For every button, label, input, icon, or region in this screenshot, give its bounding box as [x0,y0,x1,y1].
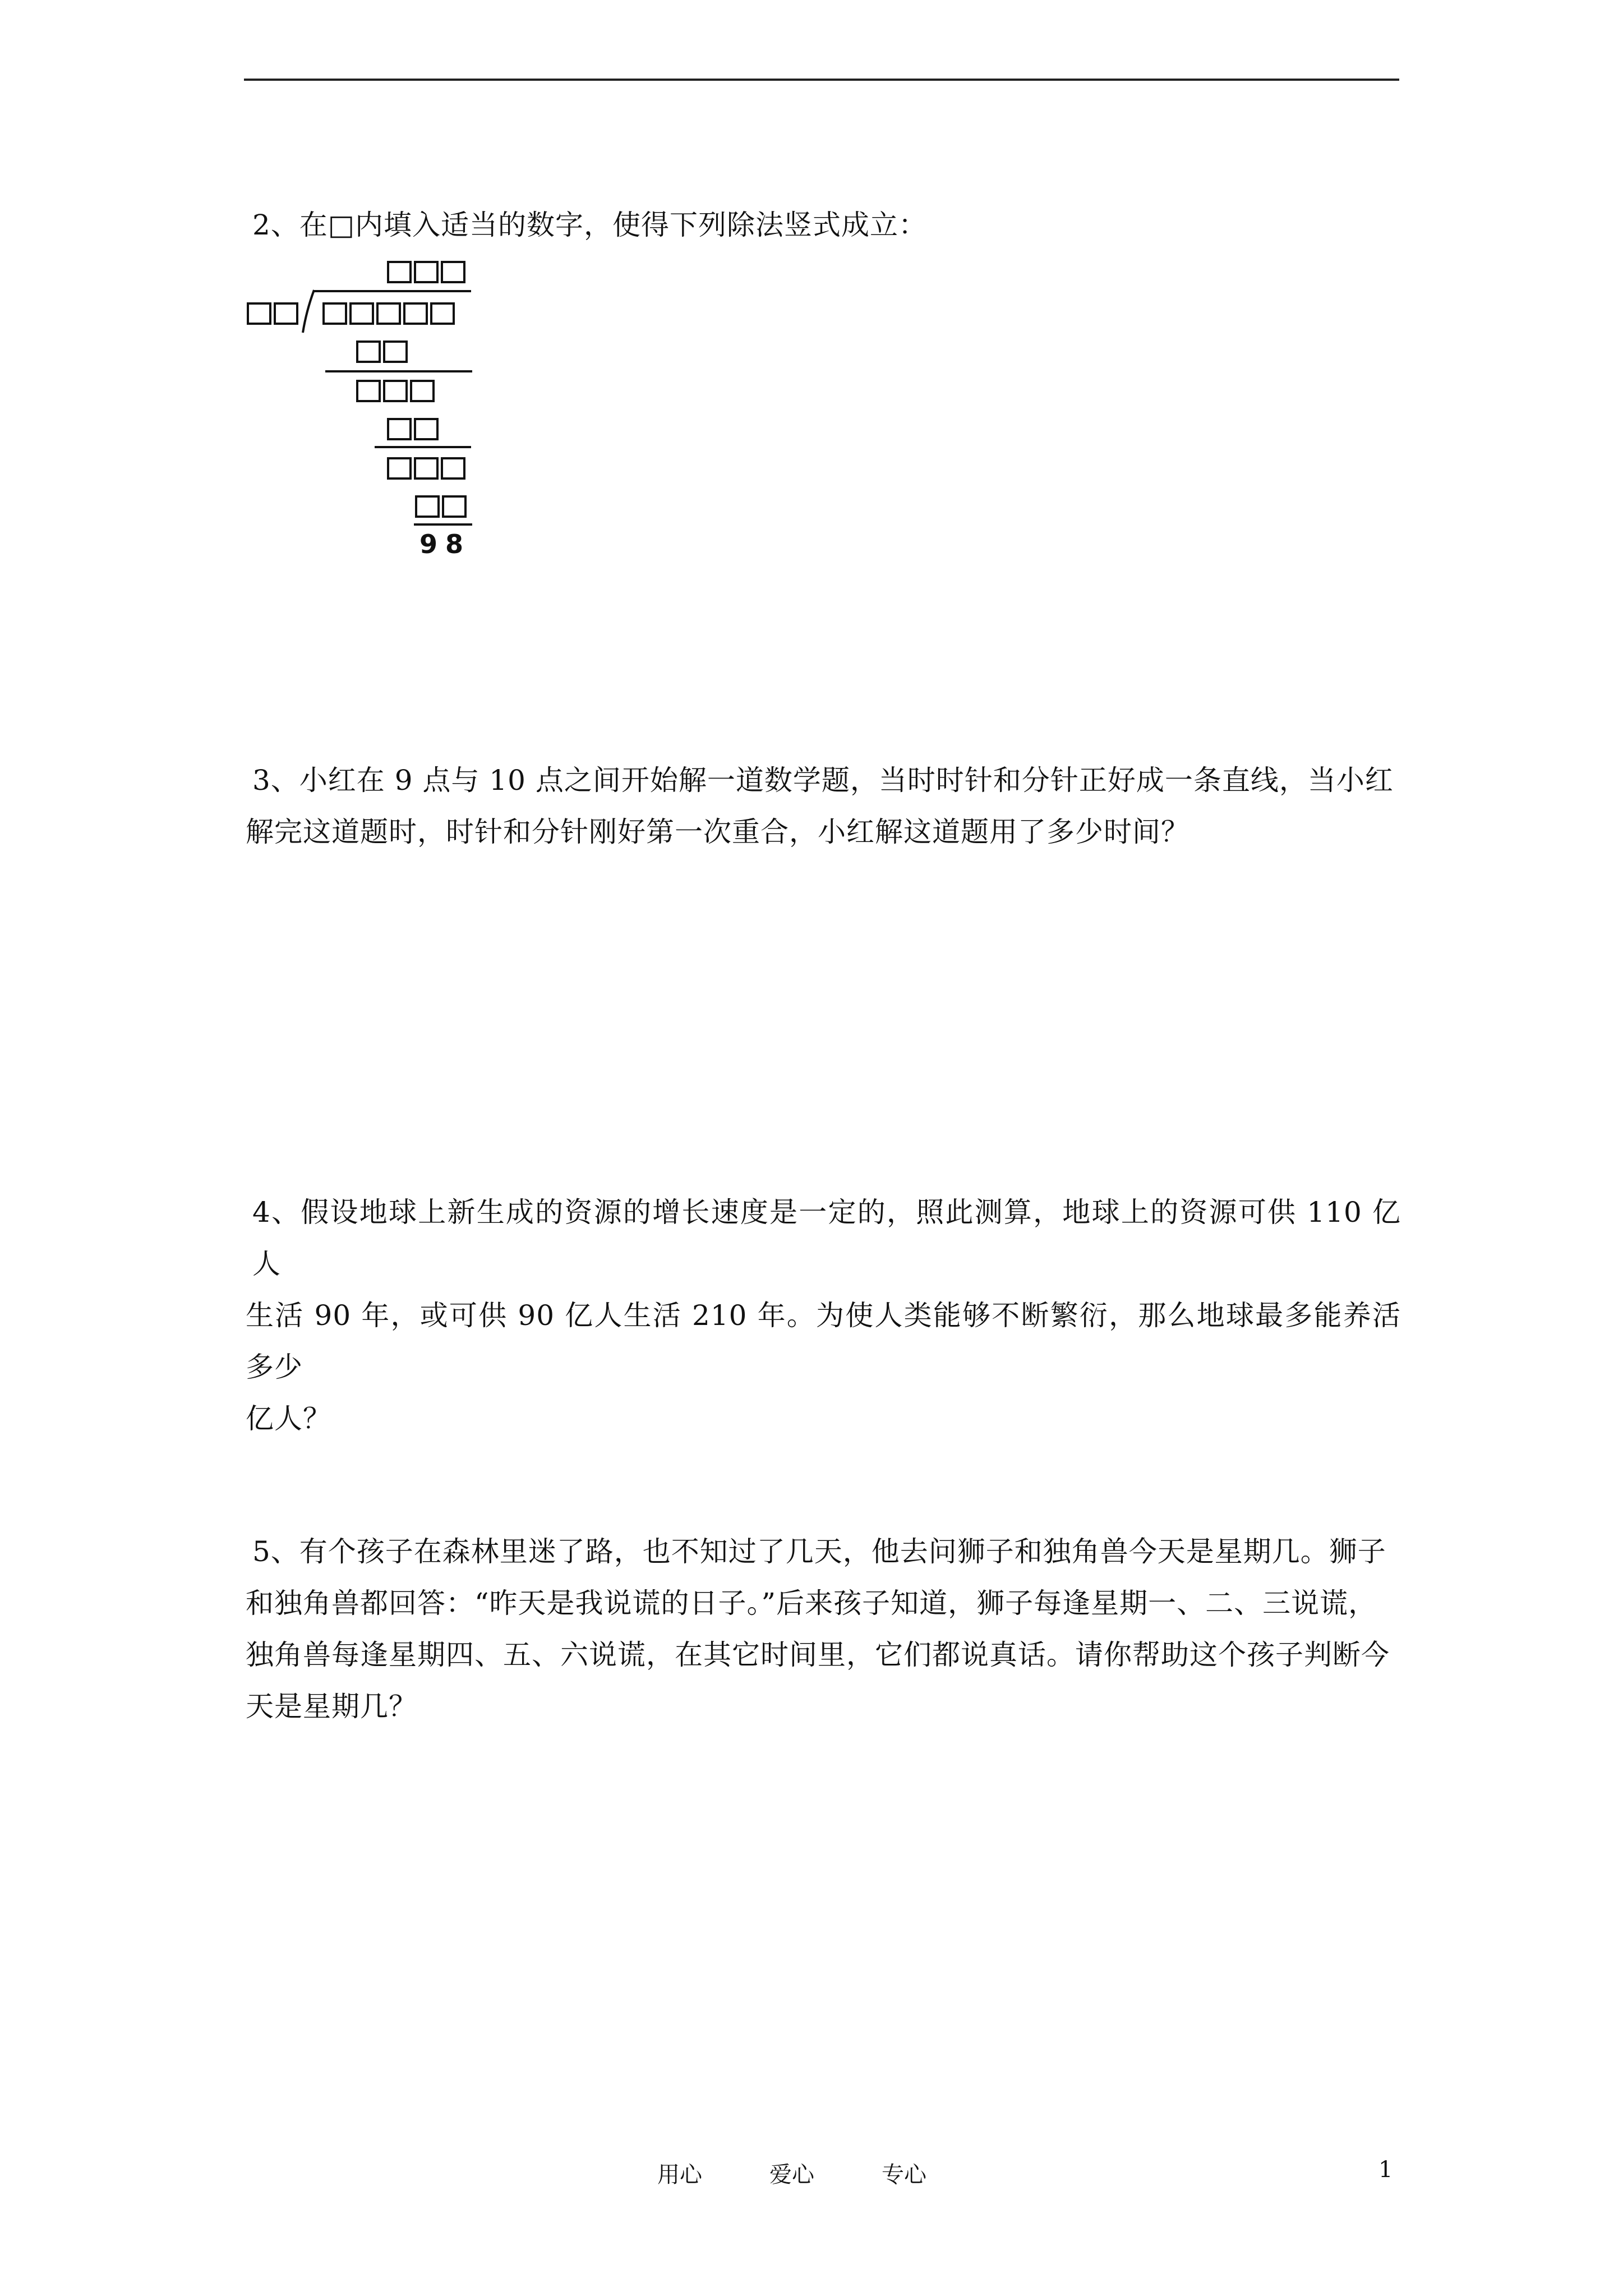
digit-box [414,418,439,440]
page-number: 1 [1378,2157,1393,2183]
partial-2-boxes [387,457,465,480]
dividend-boxes [322,302,455,325]
problem-4-line-1: 4、假设地球上新生成的资源的增长速度是一定的，照此测算，地球上的资源可供 110 亿人 [252,1196,1401,1280]
digit-box [322,302,347,325]
digit-box [383,341,408,363]
problem-5 [246,1526,1401,1732]
division-bracket [302,289,319,334]
partial-1-boxes [356,380,435,402]
digit-box [387,457,412,480]
digit-box [414,261,439,283]
digit-box [403,302,428,325]
product-1-boxes [356,341,408,363]
division-remainder: 98 [419,529,472,559]
quotient-boxes [387,261,465,283]
problem-5-line-2: 和独角兽都回答：“昨天是我说谎的日子。”后来孩子知道，狮子每逢星期一、二、三说谎， [246,1587,1377,1619]
digit-box [441,261,465,283]
division-bar [313,290,471,292]
digit-box [356,341,381,363]
problem-4-line-3: 亿人？ [246,1402,331,1435]
digit-box [430,302,455,325]
digit-box [247,302,271,325]
divisor-boxes [247,302,298,325]
footer-item-yongxin: 用心 [657,2162,702,2188]
problem-2-line-1: 2、在□内填入适当的数字，使得下列除法竖式成立： [252,209,928,241]
digit-box [415,495,440,518]
problem-5-line-3: 独角兽每逢星期四、五、六说谎，在其它时间里，它们都说真话。请你帮助这个孩子判断今 [246,1639,1390,1671]
digit-box [387,418,412,440]
product-2-boxes [387,418,439,440]
problem-4 [246,1186,1401,1444]
subtraction-line-2 [375,446,471,448]
digit-box [383,380,408,402]
digit-box [414,457,439,480]
digit-box [356,380,381,402]
digit-box [349,302,374,325]
subtraction-line-1 [325,370,472,372]
problem-3-line-1: 3、小红在 9 点与 10 点之间开始解一道数学题，当时时针和分针正好成一条直线，当小红 [252,764,1394,797]
problem-5-line-4: 天是星期几？ [246,1690,417,1723]
problem-4-line-2: 生活 90 年，或可供 90 亿人生活 210 年。为使人类能够不断繁衍，那么地球最多能养活多少 [246,1299,1401,1383]
digit-box [441,457,465,480]
digit-box [387,261,412,283]
footer-item-zhuanxin: 专心 [882,2162,926,2188]
footer-item-aixin: 爱心 [769,2162,814,2188]
problem-2 [246,199,1401,251]
product-3-boxes [415,495,467,518]
problem-3 [246,754,1401,858]
digit-box [274,302,298,325]
digit-box [442,495,467,518]
header-rule [244,79,1399,81]
problem-3-line-2: 解完这道题时，时针和分针刚好第一次重合，小红解这道题用了多少时间？ [246,816,1189,848]
subtraction-line-3 [414,523,472,526]
long-division-diagram [247,255,499,569]
digit-box [376,302,401,325]
digit-box [410,380,435,402]
page-footer [0,2157,1623,2191]
problem-5-line-1: 5、有个孩子在森林里迷了路，也不知过了几天，他去问狮子和独角兽今天是星期几。狮子 [252,1535,1386,1568]
